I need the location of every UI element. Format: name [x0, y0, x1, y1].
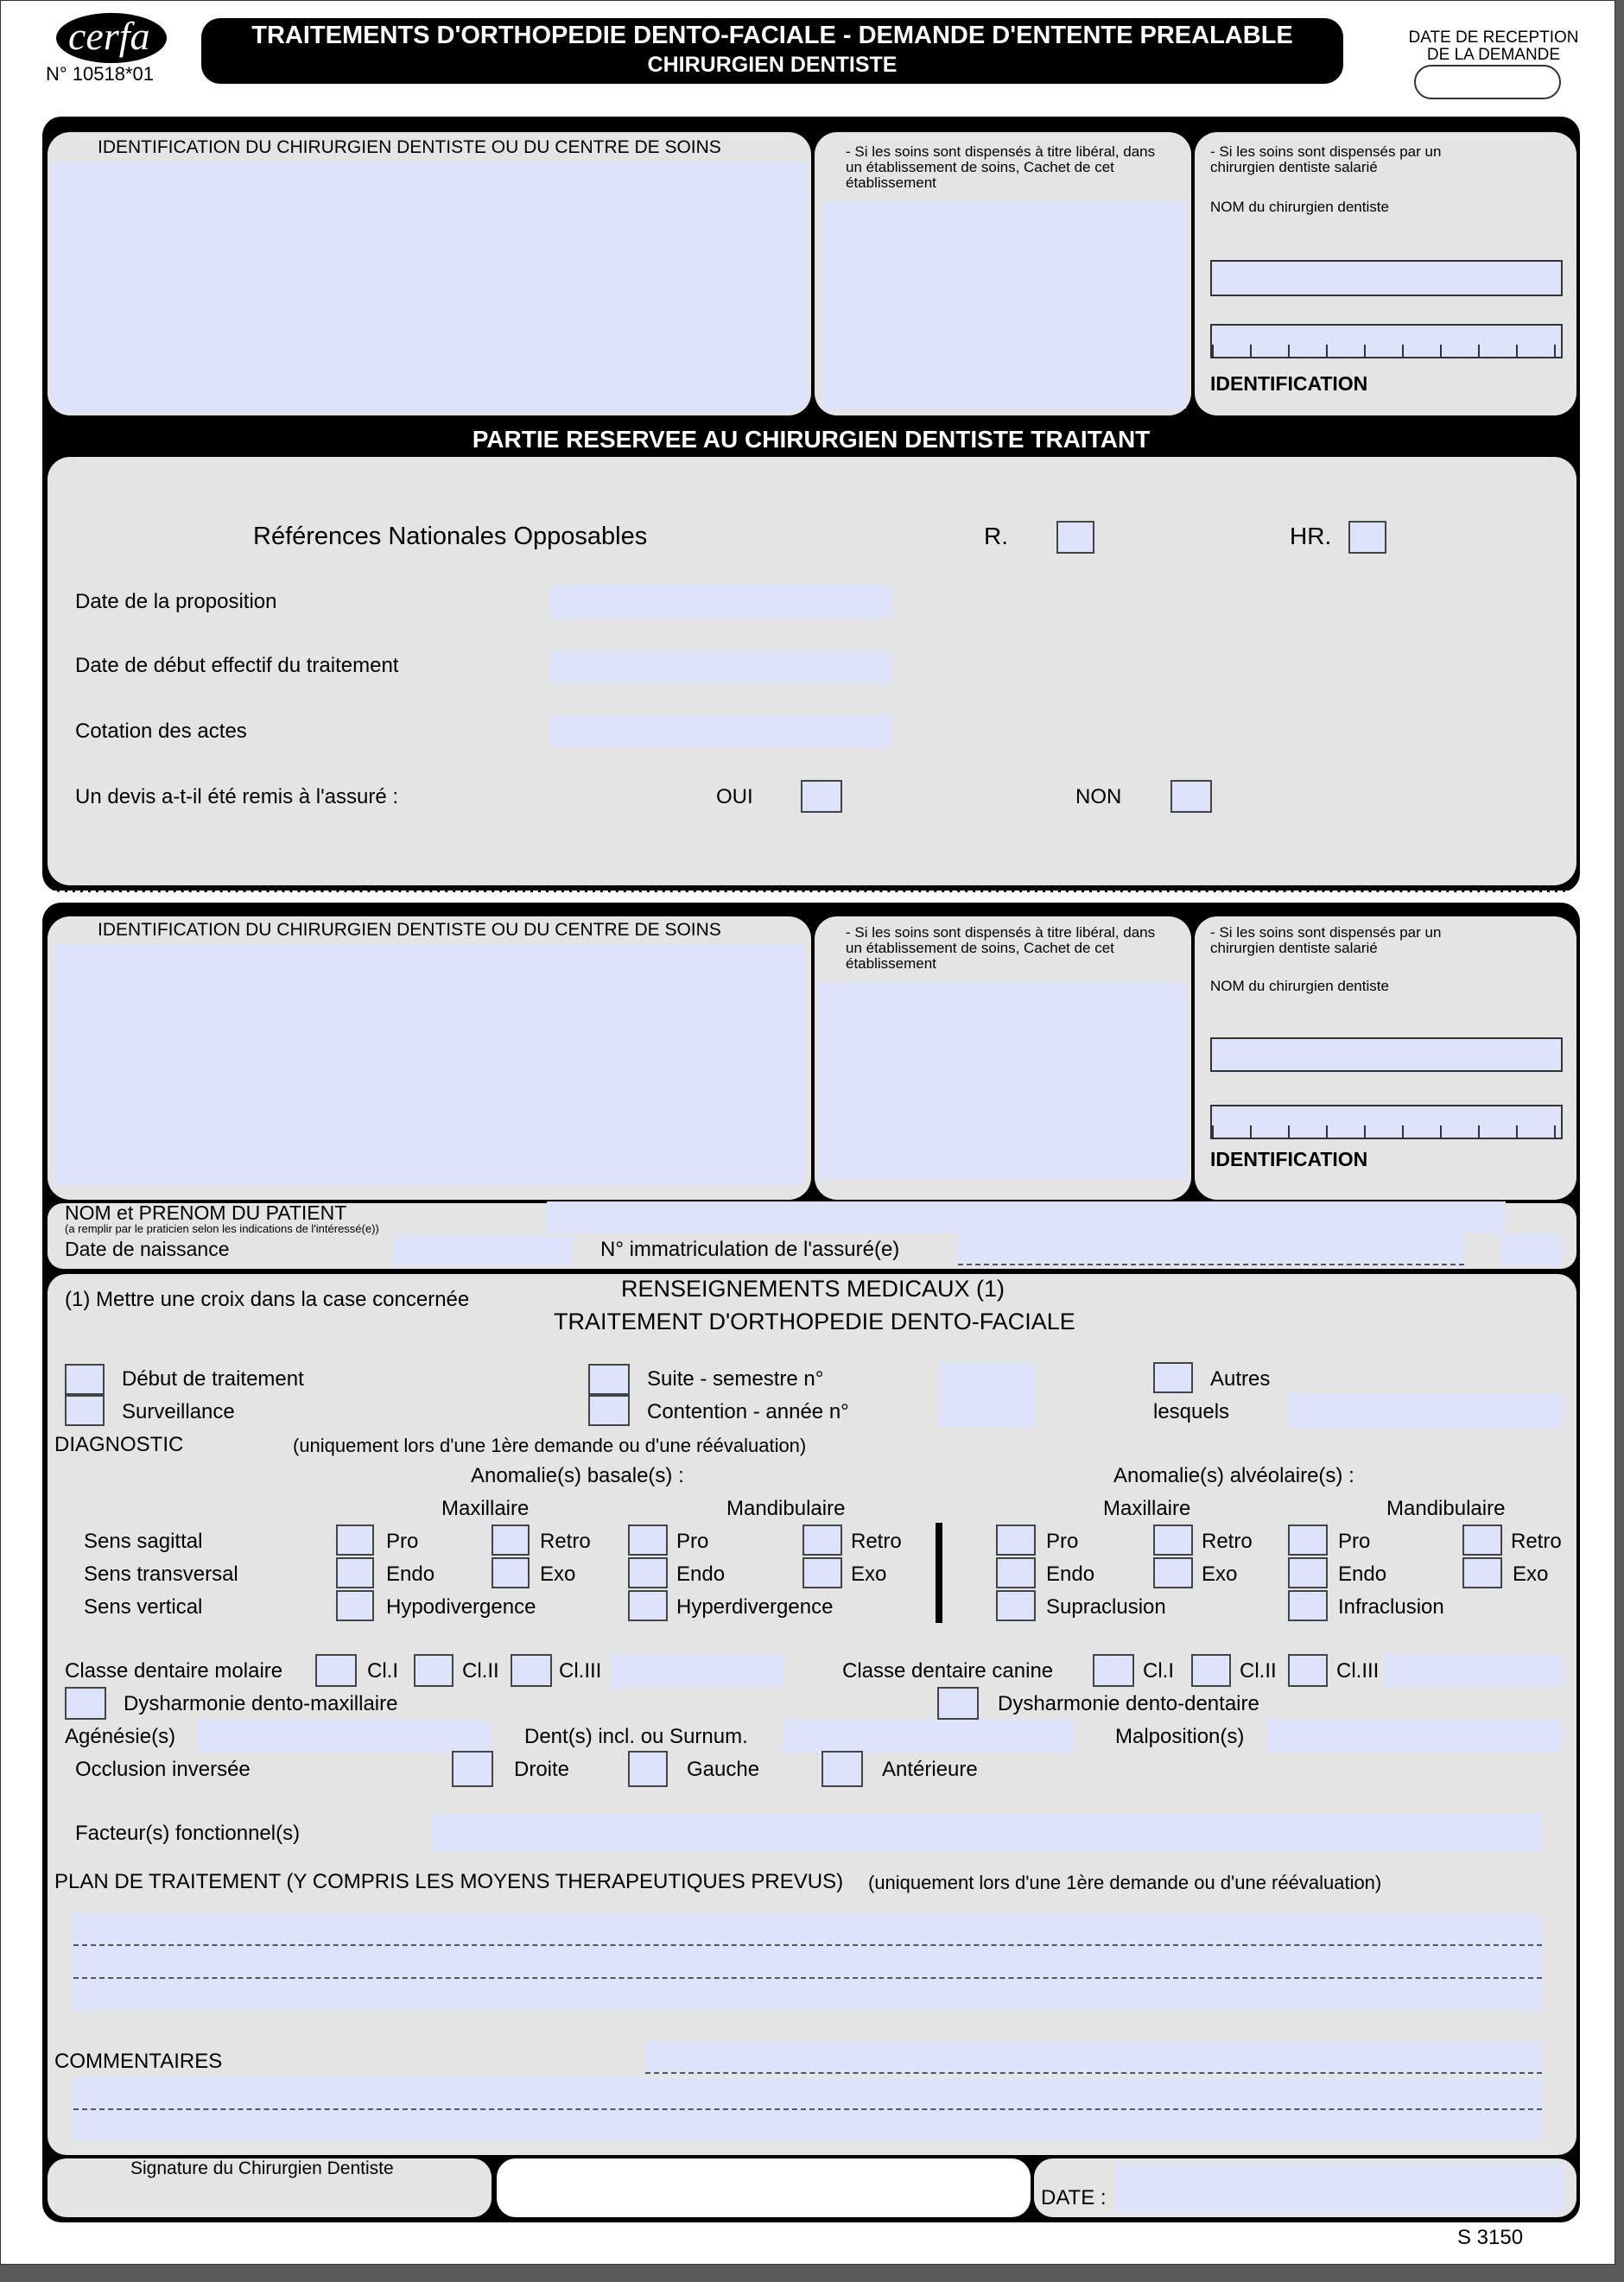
- salaried-note: - Si les soins sont dispensés par un chirurgien dentiste salarié: [1210, 143, 1442, 175]
- bmand-exo-label: Exo: [851, 1563, 887, 1586]
- dentist-name-label-copy: NOM du chirurgien dentiste: [1210, 978, 1389, 994]
- debut-label: Début de traitement: [122, 1367, 304, 1391]
- amax-supra-checkbox[interactable]: [996, 1590, 1036, 1621]
- reception-date-field[interactable]: [1414, 65, 1561, 99]
- amand-endo-label: Endo: [1338, 1563, 1387, 1586]
- alveolaire-maxillaire-label: Maxillaire: [1103, 1497, 1191, 1520]
- bmax-exo-label: Exo: [540, 1563, 576, 1586]
- malposition-input[interactable]: [1267, 1720, 1563, 1753]
- dysharmonie-dd-label: Dysharmonie dento-dentaire: [998, 1692, 1259, 1715]
- canine-cl2-checkbox[interactable]: [1191, 1654, 1231, 1687]
- establishment-note-copy: - Si les soins sont dispensés à titre libéral, dans un établissement de soins, Cachet de cet établissement: [846, 924, 1156, 972]
- molaire-cl1-checkbox[interactable]: [315, 1654, 357, 1687]
- plan-note: (uniquement lors d'une 1ère demande ou d'une réévaluation): [868, 1872, 1382, 1893]
- surveillance-label: Surveillance: [122, 1400, 235, 1423]
- diagnostic-note: (uniquement lors d'une 1ère demande ou d'une réévaluation): [293, 1435, 807, 1456]
- medical-title: RENSEIGNEMENTS MEDICAUX (1): [620, 1276, 1005, 1302]
- patient-name-label: NOM et PRENOM DU PATIENT: [65, 1201, 347, 1224]
- bmand-retro-label: Retro: [851, 1530, 902, 1553]
- establishment-stamp-field-copy[interactable]: [818, 982, 1188, 1179]
- autres-checkbox[interactable]: [1153, 1362, 1193, 1393]
- molaire-cl2-label: Cl.II: [462, 1659, 499, 1683]
- hypodivergence-label: Hypodivergence: [386, 1595, 536, 1619]
- autres-label: Autres: [1210, 1367, 1271, 1391]
- amax-pro-checkbox[interactable]: [996, 1525, 1036, 1556]
- immat-key-input[interactable]: [1500, 1234, 1563, 1265]
- establishment-stamp-field[interactable]: [823, 201, 1186, 409]
- semestre-input[interactable]: [939, 1362, 1036, 1397]
- hr-checkbox[interactable]: [1348, 521, 1386, 554]
- molaire-cl3-checkbox[interactable]: [511, 1654, 552, 1687]
- immat-input[interactable]: [958, 1231, 1464, 1265]
- plan-title: PLAN DE TRAITEMENT (Y COMPRIS LES MOYENS THERAPEUTIQUES PREVUS): [54, 1870, 844, 1893]
- commentaires-label: COMMENTAIRES: [54, 2050, 223, 2073]
- supraclusion-label: Supraclusion: [1046, 1595, 1166, 1619]
- cotation-label: Cotation des actes: [75, 719, 247, 743]
- basale-mandibulaire-label: Mandibulaire: [726, 1497, 846, 1520]
- occlusion-label: Occlusion inversée: [75, 1758, 251, 1781]
- amand-exo-label: Exo: [1513, 1563, 1549, 1586]
- plan-line-3[interactable]: [73, 1979, 1542, 2010]
- form-subtitle: CHIRURGIEN DENTISTE: [647, 53, 898, 77]
- classe-canine-label: Classe dentaire canine: [842, 1659, 1054, 1683]
- non-label: NON: [1075, 785, 1122, 808]
- hr-label: HR.: [1290, 523, 1332, 549]
- diagnostic-label: DIAGNOSTIC: [54, 1433, 184, 1456]
- bmand-pro-label: Pro: [676, 1530, 709, 1553]
- amand-pro-checkbox[interactable]: [1288, 1525, 1328, 1556]
- date-input[interactable]: [1115, 2164, 1564, 2212]
- amand-endo-checkbox[interactable]: [1288, 1557, 1328, 1588]
- bmand-pro-checkbox[interactable]: [628, 1525, 668, 1556]
- odf-title: TRAITEMENT D'ORTHOPEDIE DENTO-FACIALE: [554, 1309, 1075, 1334]
- reserved-section-title: PARTIE RESERVEE AU CHIRURGIEN DENTISTE TRAITANT: [472, 426, 1151, 453]
- r-label: R.: [984, 523, 1008, 549]
- amax-endo-label: Endo: [1046, 1563, 1095, 1586]
- rno-label: Références Nationales Opposables: [253, 523, 648, 550]
- lesquels-label: lesquels: [1153, 1400, 1230, 1423]
- canine-cl1-checkbox[interactable]: [1093, 1654, 1134, 1687]
- cotation-input[interactable]: [550, 714, 892, 747]
- sens-vertical-label: Sens vertical: [84, 1595, 203, 1619]
- establishment-note: - Si les soins sont dispensés à titre libéral, dans un établissement de soins, Cachet de cet établissement: [846, 143, 1156, 191]
- cerfa-logo-text: cerfa: [68, 14, 150, 58]
- form-number: N° 10518*01: [46, 63, 155, 85]
- dysharmonie-dm-label: Dysharmonie dento-maxillaire: [124, 1692, 398, 1715]
- agenesie-label: Agénésie(s): [65, 1725, 176, 1748]
- bmax-hypo-checkbox[interactable]: [336, 1590, 374, 1621]
- birth-date-label: Date de naissance: [65, 1238, 230, 1260]
- reception-label-2: DE LA DEMANDE: [1426, 46, 1561, 64]
- bmand-endo-checkbox[interactable]: [628, 1557, 668, 1588]
- bmax-pro-label: Pro: [386, 1530, 419, 1553]
- anterieure-checkbox[interactable]: [822, 1751, 863, 1787]
- basale-maxillaire-label: Maxillaire: [441, 1497, 530, 1520]
- bmax-retro-checkbox[interactable]: [492, 1525, 530, 1556]
- facteurs-label: Facteur(s) fonctionnel(s): [75, 1822, 301, 1845]
- molaire-cl2-checkbox[interactable]: [414, 1654, 454, 1687]
- amax-retro-checkbox[interactable]: [1153, 1525, 1193, 1556]
- identification-label: IDENTIFICATION: [1210, 372, 1368, 395]
- date-debut-input[interactable]: [550, 650, 892, 683]
- canine-cl3-checkbox[interactable]: [1288, 1654, 1328, 1687]
- signature-field[interactable]: [497, 2158, 1031, 2217]
- lesquels-input[interactable]: [1288, 1393, 1563, 1428]
- bmand-endo-label: Endo: [676, 1563, 726, 1586]
- bmax-retro-label: Retro: [540, 1530, 591, 1553]
- malposition-label: Malposition(s): [1115, 1725, 1245, 1748]
- r-checkbox[interactable]: [1056, 521, 1094, 554]
- agenesie-input[interactable]: [198, 1720, 492, 1753]
- hyperdivergence-label: Hyperdivergence: [676, 1595, 834, 1619]
- canine-cl3-label: Cl.III: [1336, 1659, 1380, 1683]
- contention-checkbox[interactable]: [588, 1395, 630, 1426]
- plan-line-1[interactable]: [73, 1913, 1542, 1946]
- alveolaire-label: Anomalie(s) alvéolaire(s) :: [1113, 1464, 1354, 1487]
- debut-checkbox[interactable]: [65, 1364, 105, 1395]
- amand-exo-checkbox[interactable]: [1462, 1557, 1502, 1588]
- patient-name-note: (a remplir par le praticien selon les indications de l'intéressé(e)): [65, 1222, 379, 1235]
- ident-title-copy: IDENTIFICATION DU CHIRURGIEN DENTISTE OU DU CENTRE DE SOINS: [98, 920, 721, 940]
- droite-checkbox[interactable]: [452, 1751, 493, 1787]
- amax-retro-label: Retro: [1202, 1530, 1253, 1553]
- amand-pro-label: Pro: [1338, 1530, 1371, 1553]
- contention-label: Contention - année n°: [647, 1400, 849, 1423]
- amax-pro-label: Pro: [1046, 1530, 1079, 1553]
- molaire-cl3-label: Cl.III: [559, 1659, 602, 1683]
- bmand-retro-checkbox[interactable]: [802, 1525, 842, 1556]
- dentist-id-input[interactable]: [1210, 324, 1563, 358]
- bmax-endo-label: Endo: [386, 1563, 435, 1586]
- devis-oui-checkbox[interactable]: [801, 780, 842, 813]
- annee-input[interactable]: [939, 1395, 1036, 1426]
- dentist-name-label: NOM du chirurgien dentiste: [1210, 199, 1389, 215]
- dysharmonie-dm-checkbox[interactable]: [65, 1687, 106, 1720]
- devis-non-checkbox[interactable]: [1170, 780, 1212, 813]
- date-proposition-label: Date de la proposition: [75, 590, 277, 613]
- oui-label: OUI: [716, 785, 753, 808]
- canine-detail-input[interactable]: [1385, 1654, 1563, 1687]
- dentist-name-input-copy[interactable]: [1210, 1037, 1563, 1072]
- suite-label: Suite - semestre n°: [647, 1367, 824, 1391]
- dent-incl-input[interactable]: [783, 1720, 1074, 1753]
- dentist-id-input-copy[interactable]: [1210, 1105, 1563, 1139]
- sens-sagittal-label: Sens sagittal: [84, 1530, 203, 1553]
- surveillance-checkbox[interactable]: [65, 1395, 105, 1426]
- classe-molaire-label: Classe dentaire molaire: [65, 1659, 283, 1683]
- dysharmonie-dd-checkbox[interactable]: [937, 1687, 979, 1720]
- bmand-hyper-checkbox[interactable]: [628, 1590, 668, 1621]
- bmax-pro-checkbox[interactable]: [336, 1525, 374, 1556]
- amand-infra-checkbox[interactable]: [1288, 1590, 1328, 1621]
- ident-field-copy[interactable]: [54, 944, 804, 1184]
- plan-line-2[interactable]: [73, 1946, 1542, 1979]
- signature-label: Signature du Chirurgien Dentiste: [130, 2158, 394, 2178]
- reception-label-1: DATE DE RECEPTION: [1408, 29, 1579, 47]
- molaire-cl1-label: Cl.I: [367, 1659, 398, 1683]
- cut-line: [44, 891, 1578, 893]
- anomaly-divider: [936, 1523, 942, 1623]
- salaried-note-copy: - Si les soins sont dispensés par un chirurgien dentiste salarié: [1210, 924, 1442, 956]
- commentaires-line-1[interactable]: [645, 2041, 1542, 2074]
- infraclusion-label: Infraclusion: [1338, 1595, 1444, 1619]
- basale-label: Anomalie(s) basale(s) :: [471, 1464, 684, 1487]
- dentist-name-input[interactable]: [1210, 260, 1563, 296]
- gauche-checkbox[interactable]: [628, 1751, 668, 1787]
- patient-name-input[interactable]: [547, 1201, 1506, 1233]
- ident-title: IDENTIFICATION DU CHIRURGIEN DENTISTE OU DU CENTRE DE SOINS: [98, 137, 721, 157]
- date-debut-label: Date de début effectif du traitement: [75, 654, 399, 677]
- identification-label-copy: IDENTIFICATION: [1210, 1148, 1368, 1170]
- facteurs-input[interactable]: [433, 1813, 1542, 1851]
- amand-retro-checkbox[interactable]: [1462, 1525, 1502, 1556]
- bmax-endo-checkbox[interactable]: [336, 1557, 374, 1588]
- droite-label: Droite: [514, 1758, 570, 1781]
- form-code: S 3150: [1457, 2226, 1524, 2249]
- amax-endo-checkbox[interactable]: [996, 1557, 1036, 1588]
- molaire-detail-input[interactable]: [611, 1654, 783, 1687]
- sens-transversal-label: Sens transversal: [84, 1563, 238, 1586]
- anterieure-label: Antérieure: [882, 1758, 978, 1781]
- gauche-label: Gauche: [687, 1758, 760, 1781]
- immat-label: N° immatriculation de l'assuré(e): [600, 1238, 900, 1261]
- ident-field[interactable]: [51, 162, 808, 412]
- bmand-exo-checkbox[interactable]: [802, 1557, 842, 1588]
- canine-cl2-label: Cl.II: [1240, 1659, 1277, 1683]
- commentaires-line-2[interactable]: [73, 2077, 1542, 2110]
- amax-exo-label: Exo: [1202, 1563, 1238, 1586]
- suite-checkbox[interactable]: [588, 1364, 630, 1395]
- amand-retro-label: Retro: [1511, 1530, 1562, 1553]
- date-label: DATE :: [1041, 2186, 1107, 2209]
- canine-cl1-label: Cl.I: [1143, 1659, 1174, 1683]
- commentaires-line-3[interactable]: [73, 2110, 1542, 2141]
- dent-incl-label: Dent(s) incl. ou Surnum.: [524, 1725, 748, 1748]
- birth-date-input[interactable]: [395, 1236, 573, 1265]
- footnote-text: (1) Mettre une croix dans la case concernée: [65, 1288, 470, 1311]
- alveolaire-mandibulaire-label: Mandibulaire: [1386, 1497, 1506, 1520]
- form-title: TRAITEMENTS D'ORTHOPEDIE DENTO-FACIALE - DEMANDE D'ENTENTE PREALABLE: [251, 22, 1293, 49]
- amax-exo-checkbox[interactable]: [1153, 1557, 1193, 1588]
- date-proposition-input[interactable]: [550, 585, 892, 618]
- bmax-exo-checkbox[interactable]: [492, 1557, 530, 1588]
- devis-label: Un devis a-t-il été remis à l'assuré :: [75, 785, 399, 808]
